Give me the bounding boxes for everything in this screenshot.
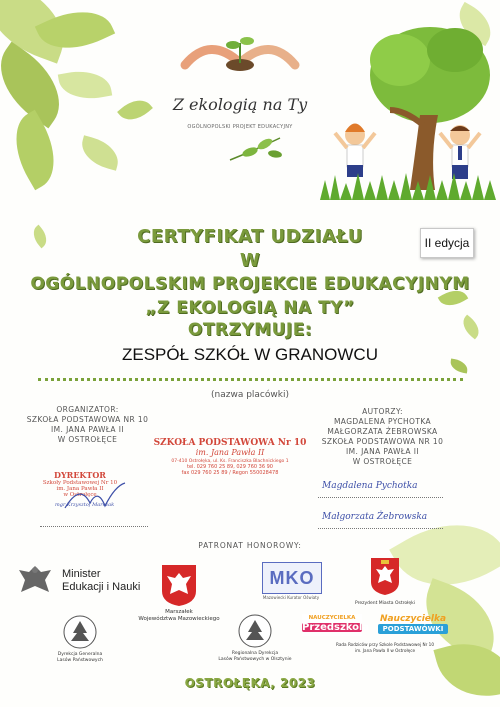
- forest-regional-line-2: Lasów Państwowych w Olsztynie: [218, 657, 292, 662]
- director-name: mgr Krzysztof Marczak: [55, 502, 115, 508]
- logo-caption: OGÓLNOPOLSKI PROJEKT EDUKACYJNY: [187, 124, 293, 130]
- authors-line: W OSTROŁĘCE: [352, 457, 413, 466]
- patronage-heading: PATRONAT HONOROWY:: [198, 541, 302, 550]
- polish-eagle-icon: [15, 562, 55, 598]
- forest-regional-label: [205, 651, 305, 663]
- mko-caption: Mazowiecki Kurator Oświaty: [262, 595, 320, 600]
- forest-agency-logo-icon: [63, 615, 97, 649]
- director-stamp-city: w Ostrołęce: [63, 492, 97, 498]
- certificate-title-line-1: CERTYFIKAT UDZIAŁU: [137, 226, 363, 247]
- forest-regional-line-1: Regionalna Dyrekcja: [231, 651, 279, 656]
- school-stamp-fax: fax 029 760 25 89 / Regon 550028478: [181, 470, 279, 476]
- certificate-title-line-3: OGÓLNOPOLSKIM PROJEKCIE EDUKACYJNYM: [30, 274, 470, 294]
- ostroleka-coat-of-arms-icon: [369, 556, 401, 596]
- hands-plant-icon: [170, 25, 310, 85]
- parents-council-line-2: im. Jana Pawła II w Ostrołęce: [354, 648, 416, 653]
- school-stamp-patron: im. Jana Pawła II: [195, 448, 265, 457]
- organizer-block: [15, 405, 160, 445]
- signature-underline: [318, 497, 443, 498]
- signature-pychotka: Magdalena Pychotka: [322, 481, 418, 491]
- leaf-branch-icon: [170, 130, 310, 170]
- marshal-line-1: Marszałek: [165, 609, 193, 615]
- forest-agency-regional-logo-icon: [238, 614, 272, 648]
- magazine-1-bottom: Przedszkola: [302, 622, 370, 633]
- signature-zebrowska: Małgorzata Żebrowska: [322, 512, 428, 522]
- tree-kids-illustration: [320, 15, 500, 205]
- ministry-line-2: Edukacji i Nauki: [62, 581, 141, 593]
- president-caption: Prezydent Miasta Ostrołęki: [354, 601, 416, 606]
- magazine-2-bottom: PODSTAWÓWKI: [378, 624, 448, 634]
- marshal-line-2: Województwa Mazowieckiego: [138, 616, 220, 622]
- organizer-line: IM. JANA PAWŁA II: [51, 425, 124, 434]
- magazine-2-top: Nauczycielka: [379, 614, 447, 624]
- recipient-caption: (nazwa placówki): [211, 390, 289, 400]
- project-logo: [170, 25, 310, 175]
- parents-council-line-1: Rada Rodziców przy Szkole Podstawowej Nr 10: [336, 642, 434, 647]
- recipient-name: ZESPÓŁ SZKÓŁ W GRANOWCU: [122, 345, 378, 364]
- authors-line: MAGDALENA PYCHOTKA: [333, 417, 432, 426]
- school-stamp: [150, 438, 310, 476]
- director-stamp-patron: im. Jana Pawła II: [56, 486, 104, 492]
- forest-general-line-2: Lasów Państwowych: [57, 658, 103, 663]
- parents-council-label: [315, 642, 455, 654]
- certificate-title-line-2: W: [239, 250, 261, 271]
- school-stamp-address: 07-410 Ostrołęka, ul. Ks. Franciszka Blachnickiego 1: [171, 459, 289, 464]
- authors-line: SZKOŁA PODSTAWOWA NR 10: [321, 437, 444, 446]
- recipient-underline: [38, 378, 463, 381]
- organizer-line: SZKOŁA PODSTAWOWA NR 10: [26, 415, 149, 424]
- authors-line: MAŁGORZATA ŻEBROWSKA: [327, 427, 438, 436]
- certificate-title-line-5: OTRZYMUJE:: [187, 320, 313, 340]
- director-stamp-title: DYREKTOR: [54, 470, 106, 480]
- organizer-heading: ORGANIZATOR:: [56, 405, 119, 414]
- authors-heading: AUTORZY:: [362, 407, 403, 416]
- signature-underline: [318, 528, 443, 529]
- logo-script-text: Z ekologią na Ty: [172, 95, 308, 114]
- school-stamp-name: SZKOŁA PODSTAWOWA Nr 10: [153, 438, 307, 448]
- organizer-line: W OSTROŁĘCE: [57, 435, 118, 444]
- ministry-line-1: Minister: [62, 568, 101, 580]
- forest-general-label: [30, 652, 130, 664]
- edition-badge-label: II edycja: [424, 236, 470, 250]
- mazovia-coat-of-arms-icon: [160, 563, 198, 607]
- director-stamp-school: Szkoły Podstawowej Nr 10: [42, 480, 118, 486]
- magazine-1-top: NAUCZYCIELKA: [308, 615, 356, 621]
- certificate-title-line-4: „Z EKOLOGIĄ NA TY”: [145, 298, 355, 318]
- magazine-logo-podstawowki: [378, 614, 448, 636]
- mko-logo: [262, 562, 322, 594]
- authors-line: IM. JANA PAWŁA II: [346, 447, 419, 456]
- marshal-label: [125, 609, 233, 623]
- forest-general-line-1: Dyrekcja Generalna: [57, 652, 103, 657]
- magazine-logo-przedszkola: [302, 614, 370, 636]
- school-stamp-phone: tel. 029 760 25 89, 029 760 36 90: [187, 464, 273, 470]
- footer-place-date: OSTROŁĘKA, 2023: [184, 676, 316, 690]
- mko-logo-text: MKO: [269, 567, 315, 588]
- authors-block: [300, 407, 465, 467]
- director-underline: [40, 526, 148, 527]
- ministry-label: [62, 568, 140, 594]
